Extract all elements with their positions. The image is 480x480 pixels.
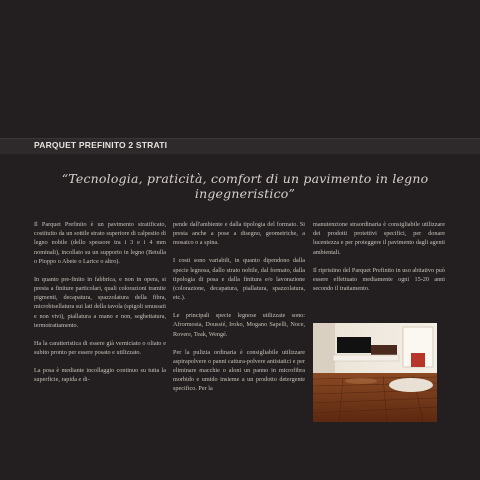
interior-photo-illustration [313,323,437,422]
interior-photo [313,323,437,422]
paragraph: Per la pulizia ordinaria è consigliabile utilizzare aspirapolvere o panni cattura-polvere antistatici e per eliminare macchie o aloni un panno in microfibra morbido e umido insieme a un prodotto detergente specifico. Per la [173,348,305,393]
top-dark-band [0,0,480,138]
pull-quote: “Tecnologia, praticità, comfort di un pavimento in legno ingegneristico” [61,171,429,201]
paragraph: Le principali specie legnose utilizzate sono: Afrormosia, Doussié, Iroko, Mogano Sapelli, Noce, Rovere, Teak, Wengé. [173,312,305,338]
text-column-3 [313,220,445,302]
paragraph: Il Parquet Prefinito è un pavimento stratificato, costituito da un sottile strato superiore di calpestio di legno nobile (dello spessore tra i 3 e i 4 mm nominali), incollato su un supporto in legno (Betulla o Pioppo o Abete o Larice o altro). [34,221,166,265]
text-column-1 [34,220,166,393]
paragraph: Ha la caratteristica di essere già verniciato o oliato e subito pronto per essere posato e utilizzato. [34,339,166,357]
paragraph: La posa è mediante incollaggio continuo su tutta la superficie, rapida e di- [34,367,166,384]
paragraph: Il ripristino del Parquet Prefinito in uso abitativo può essere effettuato mediamente ogni 15-20 anni secondo il trattamento. [313,266,445,293]
section-title: PARQUET PREFINITO 2 STRATI [34,140,168,150]
text-column-2 [173,220,305,402]
paragraph: I costi sono variabili, in quanto dipendono dalla specie legnosa, dallo strato nobile, dal formato, dalla tipologia di posa e dalla finitura e/o lavorazione (colorazione, decapatura, piallatura, spazzolatura, etc.). [173,257,305,302]
paragraph: pende dall'ambiente e dalla tipologia del formato. Si presta anche a pose a disegno, geometriche, a mosaico o a spina. [173,221,305,247]
paragraph: In quanto pre-finito in fabbrica, e non in opera, si presta a finiture particolari, quali colorazioni tramite pigmenti, decapatura, spazzolatura della fibra, microbisellatura sui lati della tavola (spigoli smussati e non vivi), piallatura a mano e non, seghettatura, termotrattamento. [34,275,166,329]
paragraph: manutenzione straordinaria è consigliabile utilizzare dei prodotti protettivi specifici, per donare lucentezza e per proteggere il pavimento dagli agenti ambientali. [313,221,445,256]
